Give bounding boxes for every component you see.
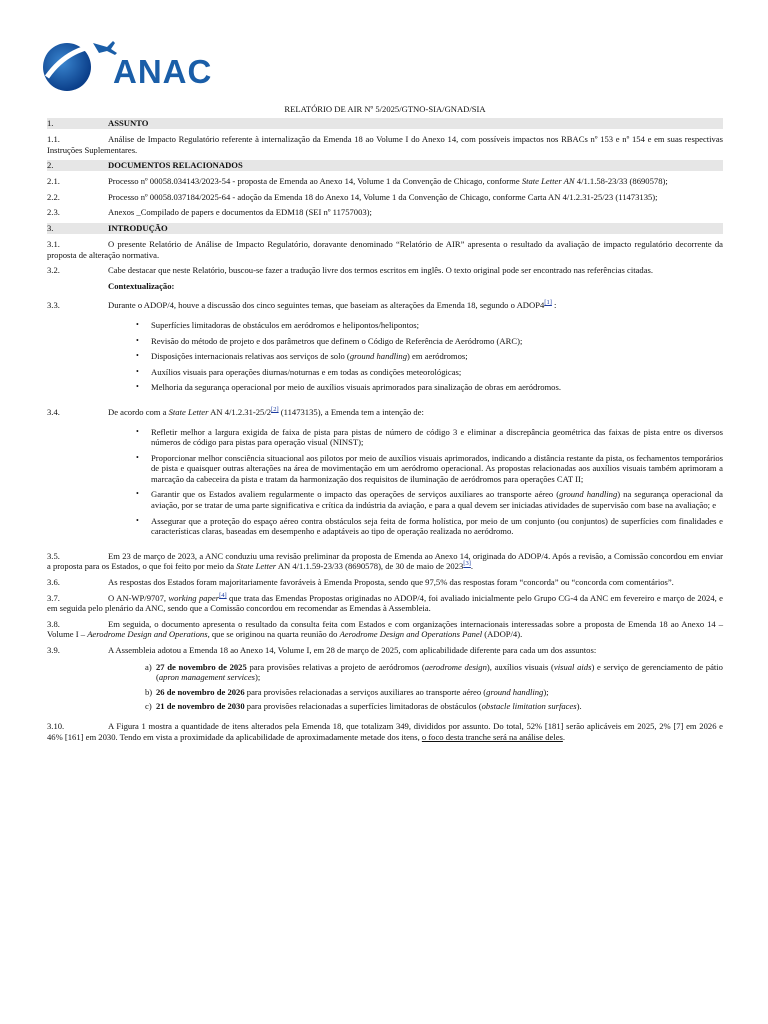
paragraph-number: 3.9. — [47, 645, 60, 655]
paragraph-number: 3.5. — [47, 550, 60, 561]
paragraph-text: . — [470, 561, 474, 572]
paragraph-text: De acordo com a — [108, 406, 169, 417]
list-item-text: para provisões relacionadas a superfícies limitadoras de obstáculos ( — [244, 701, 482, 712]
paragraph-number: 3.2. — [47, 265, 60, 276]
italic-term: working paper — [168, 592, 220, 603]
paragraph-text: Em seguida, o documento apresenta o resultado da consulta feita com Estados e com organizações internacionais interessadas sobre a proposta de Emenda 18 ao Anexo 14 – Volume I – — [47, 618, 723, 640]
paragraph-text: que trata das Emendas Propostas originadas no ADOP/4, foi avaliado inicialmente pelo Grupo CG-4 da ANC em fevereiro e março de 2024, e em seguida pelo plenário da ANC, sendo que a Comissão concordou em recomendar as Emendas à Assembleia. — [47, 592, 723, 614]
paragraph-3-6 — [47, 577, 723, 588]
anac-logo — [41, 37, 231, 97]
list-item-text: ); — [543, 686, 549, 697]
paragraph-text: (11473135), a Emenda tem a intenção de: — [278, 406, 424, 417]
underlined-text: o foco desta tranche será na análise deles — [421, 731, 563, 742]
section-number: 1. — [47, 118, 54, 128]
section-header-assunto — [47, 118, 723, 129]
themes-list — [47, 320, 723, 393]
paragraph-number: 2.2. — [47, 191, 60, 202]
date-bold: 27 de novembro de 2025 — [156, 661, 247, 672]
footnote-link[interactable]: [3] — [463, 560, 471, 568]
paragraph-text: AN 4/1.1.59-23/33 (8690578), de 30 de maio de 2023 — [276, 561, 464, 572]
paragraph-text: O AN-WP/9707, — [108, 592, 169, 603]
italic-term: apron management services — [158, 672, 255, 683]
list-item: • Revisão do método de projeto e dos parâmetros que definem o Código de Referência de Aeródromo (ARC); — [151, 336, 723, 347]
paragraph-3-4 — [47, 407, 723, 418]
italic-term: aerodrome design — [424, 661, 487, 672]
list-item-text: para provisões relativas a projeto de aeródromos ( — [246, 661, 425, 672]
context-heading: Contextualização: — [108, 280, 175, 291]
list-letter: c) — [145, 701, 152, 712]
list-item-text: ) na segurança operacional da aviação, por se tratar de uma parte significativa e crítica da indústria da aviação, e para a qual devem ser iniciadas atividades de supervisão com base na avaliação; e — [151, 489, 723, 511]
paragraph-number: 2.3. — [47, 207, 60, 218]
paragraph-text: Anexos _Compilado de papers e documentos da EDM18 (SEI nº 11757003); — [108, 207, 372, 218]
list-item-text: Garantir que os Estados avaliem regularmente o impacto das operações de serviços auxiliares ao transporte aéreo ( — [151, 489, 560, 500]
section-number: 3. — [47, 222, 54, 233]
list-item-text: ) e serviço de gerenciamento de pátio ( — [156, 661, 723, 683]
section-title: DOCUMENTOS RELACIONADOS — [108, 160, 243, 171]
paragraph-3-8 — [47, 619, 723, 640]
italic-term: Aerodrome Design and Operations Panel — [339, 629, 483, 640]
paragraph-text: Processo nº 00058.037184/2025-64 - adoção da Emenda 18 do Anexo 14, Volume 1 da Convenção de Chicago, conforme Carta AN 4/1.2.31-25/23 (11473135); — [108, 191, 658, 202]
list-item-text: ); — [254, 672, 261, 683]
paragraph-number: 3.6. — [47, 577, 60, 588]
list-item-text: ), auxílios visuais ( — [486, 661, 554, 672]
italic-term: visual aids — [553, 661, 592, 672]
italic-term: ground handling — [486, 686, 544, 697]
paragraph-number: 3.8. — [47, 618, 60, 629]
paragraph-text: Análise de Impacto Regulatório referente à internalização da Emenda 18 ao Volume I do Anexo 14, com possíveis impactos nos RBACs nº 153 e nº 154 e em suas respectivas Instruções Suplementares. — [47, 134, 723, 155]
list-item: • Superfícies limitadoras de obstáculos em aeródromos e helipontos/helipontos; — [151, 320, 723, 331]
paragraph-text: . — [562, 731, 566, 742]
italic-term: State Letter AN — [521, 176, 575, 187]
paragraph-3-7 — [47, 593, 723, 614]
paragraph-number: 1.1. — [47, 134, 60, 144]
section-header-introducao — [47, 223, 723, 234]
footnote-link[interactable]: [4] — [219, 591, 227, 599]
paragraph-number: 3.3. — [47, 300, 60, 311]
paragraph-2-3 — [47, 207, 723, 218]
section-title: INTRODUÇÃO — [108, 222, 168, 233]
paragraph-text: Processo nº 00058.034143/2023-54 - proposta de Emenda ao Anexo 14, Volume 1 da Convenção de Chicago, conforme — [108, 176, 522, 187]
list-letter: b) — [145, 686, 153, 697]
date-bold: 21 de novembro de 2030 — [156, 701, 245, 712]
list-letter: a) — [145, 661, 152, 672]
italic-term: State Letter — [168, 406, 209, 417]
list-item — [145, 701, 723, 712]
paragraph-number: 3.10. — [47, 720, 65, 731]
list-item-text: ). — [576, 701, 582, 712]
list-item — [151, 489, 723, 510]
list-item-text: ) em aeródromos; — [407, 351, 468, 362]
paragraph-3-5 — [47, 551, 723, 572]
paragraph-3-10 — [47, 721, 723, 742]
paragraph-text: O presente Relatório de Análise de Impacto Regulatório, doravante denominado “Relatório de AIR” apresenta o resultado da avaliação de impacto regulatório decorrente da proposta de alteração normativa. — [47, 238, 723, 260]
paragraph-text: A Figura 1 mostra a quantidade de itens alterados pela Emenda 18, que totalizam 349, divididos por assunto. Do total, 52% [181] serão aplicáveis em 2025, 2% [7] em 2026 e 46% [161] em 2030. Tendo em vista a proximidade da aplicabilidade de aproximadamente metade dos itens, — [47, 720, 723, 742]
paragraph-number: 3.4. — [47, 406, 60, 417]
paragraph-1-1 — [47, 134, 723, 155]
paragraph-text: AN 4/1.2.31-25/2 — [208, 406, 272, 417]
paragraph-3-9 — [47, 645, 723, 656]
italic-term: obstacle limitation surfaces — [481, 701, 577, 712]
paragraph-number: 3.1. — [47, 238, 60, 249]
applicability-list — [47, 662, 723, 712]
section-title: ASSUNTO — [108, 118, 149, 128]
paragraph-2-1 — [47, 176, 723, 187]
paragraph-text: 4/1.1.58-23/33 (8690578); — [574, 176, 668, 187]
intentions-list — [47, 427, 723, 537]
list-item: • Melhoria da segurança operacional por meio de auxílios visuais aprimorados para sinalização de obras em aeródromos. — [151, 382, 723, 393]
document-title: RELATÓRIO DE AIR Nº 5/2025/GTNO-SIA/GNAD/SIA — [284, 104, 486, 114]
paragraph-text: , que se originou na quarta reunião do — [207, 629, 340, 640]
footnote-link[interactable]: [1] — [544, 299, 552, 307]
paragraph-text: Durante o ADOP/4, houve a discussão dos cinco seguintes temas, que baseiam as alterações da Emenda 18, segundo o ADOP4 — [108, 300, 545, 311]
paragraph-text: A Assembleia adotou a Emenda 18 ao Anexo 14, Volume I, em 28 de março de 2025, com aplicabilidade diferente para cada um dos assuntos: — [108, 645, 597, 655]
paragraph-text: As respostas dos Estados foram majoritariamente favoráveis à Emenda Proposta, sendo que 97,5% das respostas foram “concorda” ou “concorda com comentários”. — [108, 577, 674, 588]
list-item: • Assegurar que a proteção do espaço aéreo contra obstáculos seja feita de forma holística, por meio de um conjunto (ou conjuntos) de superfícies com finalidades e características claras, baseadas em desempenho e adaptáveis ao tipo de operação realizada no aeródromo. — [151, 516, 723, 537]
paragraph-number: 2.1. — [47, 176, 60, 187]
list-item-text: Disposições internacionais relativas aos serviços de solo ( — [151, 351, 350, 362]
paragraph-3-2 — [47, 265, 723, 276]
paragraph-text: Em 23 de março de 2023, a ANC conduziu uma revisão preliminar da proposta de Emenda ao Anexo 14, originada do ADOP/4. Após a revisão, a Comissão concordou em enviar a proposta para os Estados, o que foi feito por meio da — [47, 550, 723, 572]
paragraph-text: Cabe destacar que neste Relatório, buscou-se fazer a tradução livre dos termos escritos em inglês. O texto original pode ser encontrado nas referências citadas. — [108, 265, 654, 276]
footnote-link[interactable]: [2] — [271, 406, 279, 414]
paragraph-text: : — [551, 300, 557, 311]
list-item — [145, 662, 723, 683]
list-item: • Refletir melhor a largura exigida de faixa de pista para pistas de número de código 3 e eliminar a discrepância geométrica das faixas de pista entre os diversos números de código para pistas para operação visual (NINST); — [151, 427, 723, 448]
italic-term: Aerodrome Design and Operations — [87, 629, 208, 640]
section-number: 2. — [47, 160, 54, 171]
paragraph-2-2 — [47, 192, 723, 203]
list-item: • Auxílios visuais para operações diurnas/noturnas e em todas as condições meteorológicas; — [151, 367, 723, 378]
date-bold: 26 de novembro de 2026 — [156, 686, 245, 697]
list-item — [145, 687, 723, 698]
list-item — [151, 351, 723, 362]
italic-term: ground handling — [559, 489, 618, 500]
paragraph-text: (ADOP/4). — [482, 629, 523, 640]
anac-logo-text: ANAC — [113, 53, 213, 90]
paragraph-3-3 — [47, 300, 723, 311]
paragraph-3-1 — [47, 239, 723, 260]
italic-term: State Letter — [236, 561, 277, 572]
section-header-documentos — [47, 160, 723, 171]
paragraph-number: 3.7. — [47, 592, 60, 603]
list-item-text: para provisões relacionadas a serviços auxiliares ao transporte aéreo ( — [244, 686, 487, 697]
list-item: • Proporcionar melhor consciência situacional aos pilotos por meio de auxílios visuais aprimorados, indicando a distância restante da pista, os fechamentos temporários de pista e quaisquer outras alterações na área de movimentação em um aeródromo operacional. As propostas relacionadas aos auxílios visuais também aprimoram a marcação da cabeceira da pista e tratam da harmonização dos requisitos de iluminação de aeródromos para operações CAT II; — [151, 453, 723, 485]
italic-term: ground handling — [349, 351, 408, 362]
